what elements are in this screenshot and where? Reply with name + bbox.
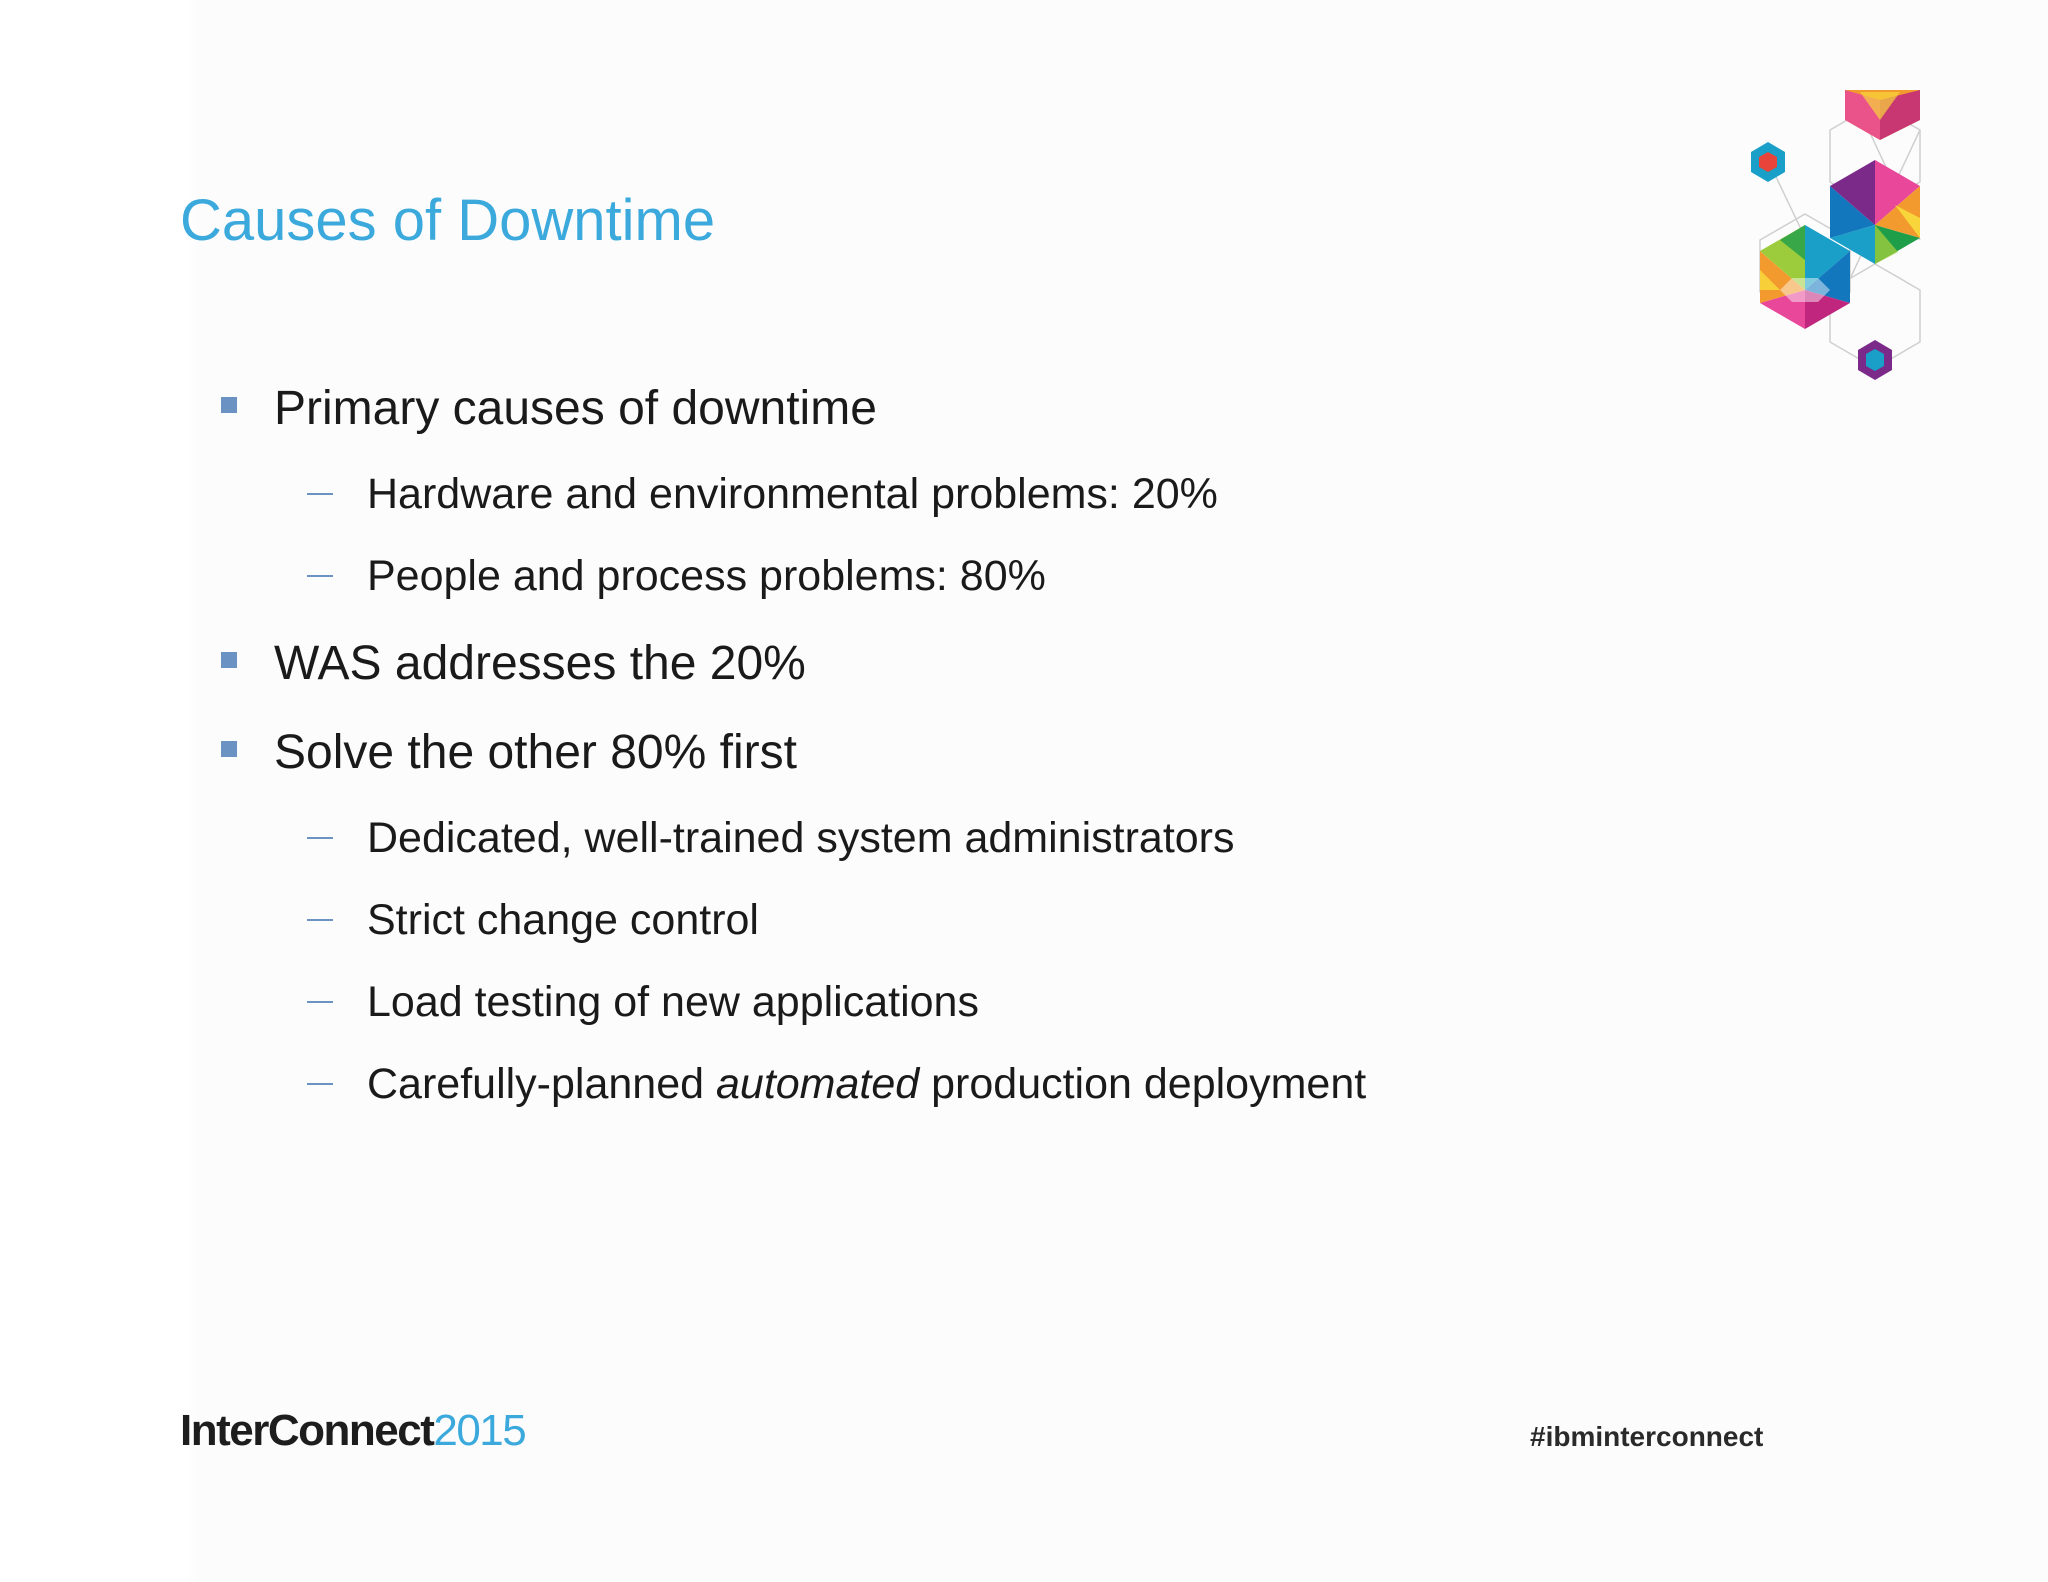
sub-bullet-text-after: production deployment — [919, 1060, 1367, 1108]
bullet-item — [274, 637, 806, 690]
bullet-text: Primary causes of downtime — [274, 382, 877, 435]
sub-bullet-text-before: Carefully-planned — [367, 1060, 716, 1108]
sub-bullet-item — [367, 552, 1046, 600]
dash-bullet-icon — [307, 919, 333, 921]
dash-bullet-icon — [307, 575, 333, 577]
sub-bullet-text: Load testing of new applications — [367, 978, 979, 1026]
sub-bullet-item — [367, 1060, 1367, 1108]
sub-bullet-item — [367, 814, 1235, 862]
square-bullet-icon — [221, 652, 237, 668]
bullet-text: Solve the other 80% first — [274, 726, 797, 779]
sub-bullet-emphasis: automated — [715, 1060, 920, 1108]
square-bullet-icon — [221, 397, 237, 413]
hashtag: #ibminterconnect — [1530, 1421, 1764, 1452]
logo-year: 2015 — [433, 1406, 526, 1455]
square-bullet-icon — [221, 741, 237, 757]
logo-brand: InterConnect — [180, 1406, 434, 1455]
dash-bullet-icon — [307, 1001, 333, 1003]
sub-bullet-text: People and process problems: 80% — [367, 552, 1046, 600]
dash-bullet-icon — [307, 1083, 333, 1085]
sub-bullet-text: Hardware and environmental problems: 20% — [367, 470, 1218, 518]
interconnect-logo — [180, 1406, 526, 1455]
bullet-item — [274, 726, 797, 779]
sub-bullet-item — [367, 978, 979, 1026]
sub-bullet-text: Dedicated, well-trained system administrators — [367, 814, 1235, 862]
dash-bullet-icon — [307, 837, 333, 839]
sub-bullet-text: Strict change control — [367, 896, 759, 944]
slide-title: Causes of Downtime — [180, 188, 716, 253]
hexagon-cluster-icon — [1720, 90, 1980, 390]
bullet-text: WAS addresses the 20% — [274, 637, 806, 690]
bullet-item — [274, 382, 877, 435]
sub-bullet-item — [367, 470, 1218, 518]
dash-bullet-icon — [307, 493, 333, 495]
sub-bullet-item — [367, 896, 759, 944]
